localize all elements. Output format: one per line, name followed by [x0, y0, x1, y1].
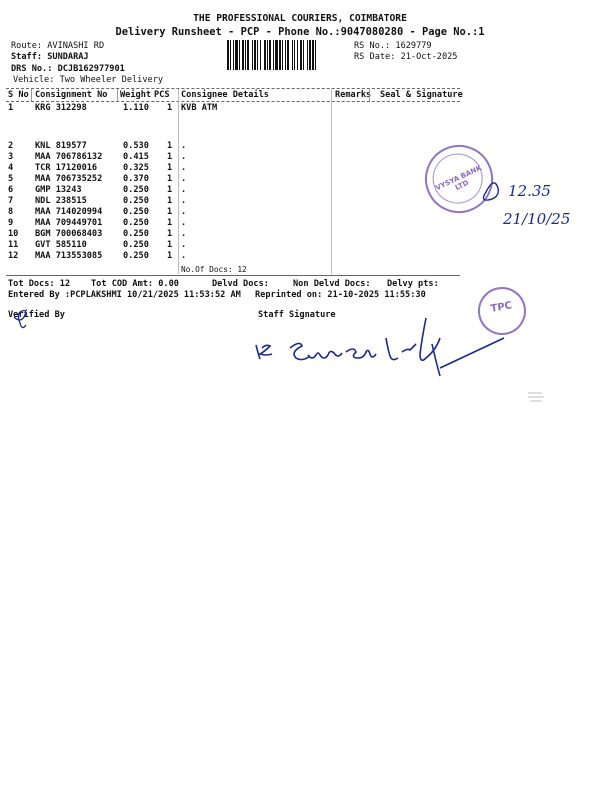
entered-by: Entered By :PCPLAKSHMI 10/21/2025 11:53:52 AM: [8, 290, 241, 300]
row-consignee: .: [181, 141, 187, 151]
row-weight: 0.370: [123, 174, 149, 184]
row-consignee: .: [181, 185, 187, 195]
rs-date: RS Date: 21-Oct-2025: [354, 52, 458, 62]
row-consignee: .: [181, 174, 187, 184]
row-sno: 1: [8, 103, 14, 113]
row-weight: 0.250: [123, 185, 149, 195]
row-sno: 8: [8, 207, 14, 217]
reprinted-on: Reprinted on: 21-10-2025 11:55:30: [255, 290, 426, 300]
row-pcs: 1: [167, 185, 173, 195]
tpc-stamp-text: TPC: [489, 300, 513, 315]
row-sno: 11: [8, 240, 19, 250]
row-weight: 1.110: [123, 103, 149, 113]
row-pcs: 1: [167, 196, 173, 206]
initial-scribble: [483, 183, 498, 200]
row-consignment-no: MAA 709449701: [35, 218, 103, 228]
row-weight: 0.250: [123, 240, 149, 250]
bank-stamp-text: VYSYA BANK LTD: [434, 163, 483, 193]
row-pcs: 1: [167, 251, 173, 261]
row-weight: 0.250: [123, 251, 149, 261]
col-seal: Seal & Signature: [380, 90, 463, 100]
rs-number: RS No.: 1629779: [354, 41, 432, 51]
staff: Staff: SUNDARAJ: [11, 52, 89, 62]
row-consignment-no: MAA 706735252: [35, 174, 103, 184]
row-consignment-no: TCR 17120016: [35, 163, 98, 173]
row-pcs: 1: [167, 174, 173, 184]
handwritten-date: 21/10/25: [503, 210, 571, 228]
row-sno: 2: [8, 141, 14, 151]
row-pcs: 1: [167, 207, 173, 217]
tot-docs: Tot Docs: 12: [8, 279, 71, 289]
vehicle: Vehicle: Two Wheeler Delivery: [13, 75, 164, 85]
row-consignment-no: GVT 585110: [35, 240, 87, 250]
staff-signature-label: Staff Signature: [258, 310, 336, 320]
row-consignee: .: [181, 240, 187, 250]
delvd-docs: Delvd Docs:: [212, 279, 269, 289]
row-consignment-no: MAA 713553085: [35, 251, 103, 261]
row-consignee: .: [181, 218, 187, 228]
row-consignee: .: [181, 207, 187, 217]
no-of-docs: No.Of Docs: 12: [181, 265, 247, 274]
non-delvd-docs: Non Delvd Docs:: [293, 279, 371, 289]
row-pcs: 1: [167, 163, 173, 173]
col-weight: Weight: [120, 90, 152, 100]
row-pcs: 1: [167, 229, 173, 239]
row-pcs: 1: [167, 218, 173, 228]
row-weight: 0.530: [123, 141, 149, 151]
row-consignment-no: KNL 819577: [35, 141, 87, 151]
row-weight: 0.250: [123, 218, 149, 228]
row-consignment-no: MAA 714020994: [35, 207, 103, 217]
row-sno: 3: [8, 152, 14, 162]
row-sno: 6: [8, 185, 14, 195]
row-weight: 0.415: [123, 152, 149, 162]
row-pcs: 1: [167, 103, 173, 113]
row-pcs: 1: [167, 152, 173, 162]
row-consignment-no: NDL 238515: [35, 196, 87, 206]
row-pcs: 1: [167, 240, 173, 250]
route: Route: AVINASHI RD: [11, 41, 105, 51]
smudge-mark: [528, 393, 544, 401]
tot-cod-amt: Tot COD Amt: 0.00: [91, 279, 179, 289]
row-sno: 4: [8, 163, 14, 173]
col-pcs: PCS: [154, 90, 170, 100]
row-sno: 5: [8, 174, 14, 184]
runsheet-subtitle: Delivery Runsheet - PCP - Phone No.:9047080280 - Page No.:1: [115, 26, 485, 38]
row-consignee: .: [181, 251, 187, 261]
row-consignment-no: BGM 700068403: [35, 229, 103, 239]
delvy-pts: Delvy pts:: [387, 279, 439, 289]
col-consignment: Consignment No: [35, 90, 108, 100]
row-consignee: .: [181, 152, 187, 162]
row-consignee: KVB ATM: [181, 103, 218, 113]
row-sno: 9: [8, 218, 14, 228]
row-sno: 10: [8, 229, 19, 239]
row-consignee: .: [181, 163, 187, 173]
row-consignment-no: KRG 312298: [35, 103, 87, 113]
verified-by: Verified By: [8, 310, 65, 320]
row-weight: 0.250: [123, 229, 149, 239]
row-consignee: .: [181, 229, 187, 239]
handwritten-time: 12.35: [508, 182, 551, 200]
row-sno: 7: [8, 196, 14, 206]
row-weight: 0.250: [123, 196, 149, 206]
row-consignment-no: MAA 706786132: [35, 152, 103, 162]
row-weight: 0.250: [123, 207, 149, 217]
staff-signature: [256, 318, 504, 376]
row-consignee: .: [181, 196, 187, 206]
row-consignment-no: GMP 13243: [35, 185, 82, 195]
row-sno: 12: [8, 251, 19, 261]
col-sno: S No: [8, 90, 29, 100]
col-remarks: Remarks: [335, 90, 372, 100]
verified-by-signature: [14, 311, 26, 328]
row-pcs: 1: [167, 141, 173, 151]
col-consignee: Consignee Details: [181, 90, 269, 100]
company-title: THE PROFESSIONAL COURIERS, COIMBATORE: [193, 13, 407, 24]
drs-number: DRS No.: DCJB162977901: [11, 64, 125, 74]
row-weight: 0.325: [123, 163, 149, 173]
